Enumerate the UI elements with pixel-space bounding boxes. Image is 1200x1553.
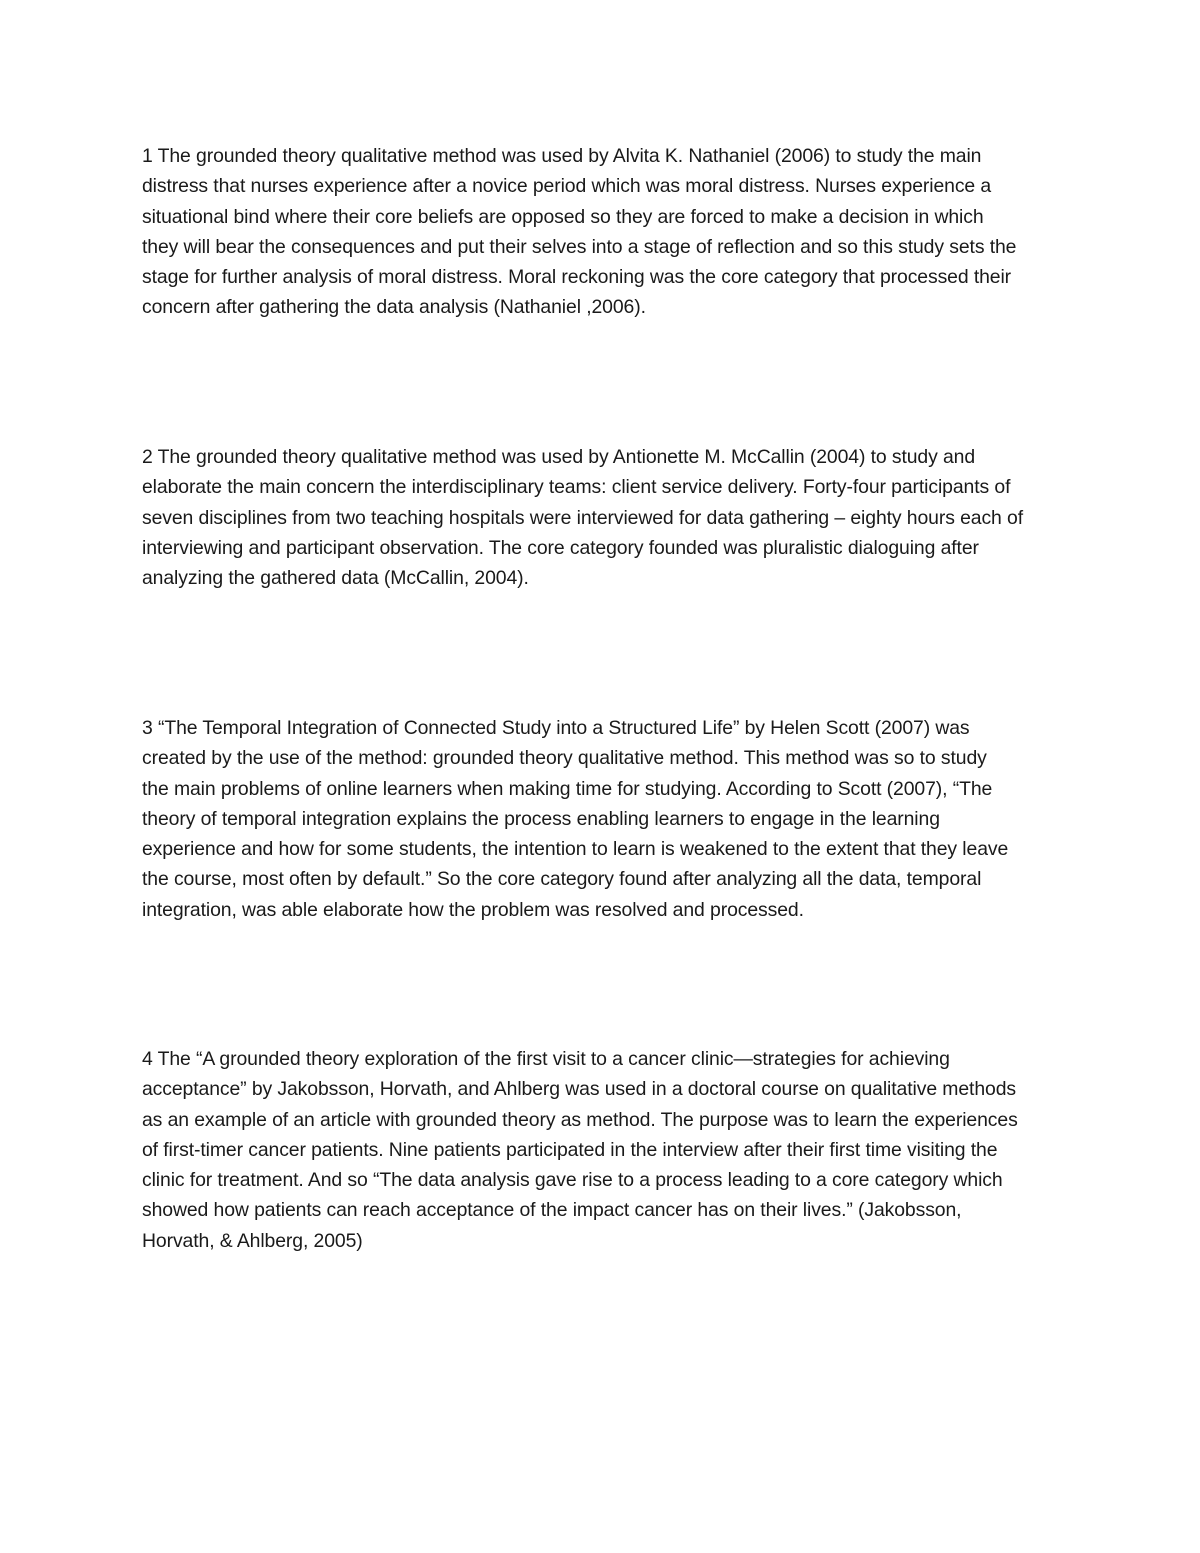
paragraph-line: 2 The grounded theory qualitative method was used by Antionette M. McCallin (2004) to study and <box>142 446 976 468</box>
paragraph-line: elaborate the main concern the interdisciplinary teams: client service delivery. Forty-four participants of <box>142 476 1011 499</box>
paragraph-line: the main problems of online learners when making time for studying. According to Scott (2007), “The <box>142 777 993 800</box>
paragraph-line: theory of temporal integration explains the process enabling learners to engage in the learning <box>142 807 940 830</box>
paragraph-line: 1 The grounded theory qualitative method was used by Alvita K. Nathaniel (2006) to study the main <box>142 145 982 167</box>
paragraph-line: showed how patients can reach acceptance of the impact cancer has on their lives.” (Jakobsson, <box>142 1199 962 1222</box>
paragraph-line: stage for further analysis of moral distress. Moral reckoning was the core category that processed their <box>142 266 1012 289</box>
paragraph-line: interviewing and participant observation. The core category founded was pluralistic dialoguing after <box>142 536 979 559</box>
paragraph-line: integration, was able elaborate how the problem was resolved and processed. <box>142 898 804 921</box>
paragraph-line: they will bear the consequences and put their selves into a stage of reflection and so this study sets the <box>142 235 1017 258</box>
paragraph-line: concern after gathering the data analysis (Nathaniel ,2006). <box>142 296 646 319</box>
paragraph-line: situational bind where their core beliefs are opposed so they are forced to make a decision in which <box>142 205 984 228</box>
paragraph-line: of first-timer cancer patients. Nine patients participated in the interview after their first time visiting the <box>142 1138 998 1161</box>
paragraph-line: Horvath, & Ahlberg, 2005) <box>142 1229 363 1252</box>
paragraph-line: created by the use of the method: grounded theory qualitative method. This method was so to study <box>142 747 987 770</box>
paragraph-line: the course, most often by default.” So the core category found after analyzing all the data, temporal <box>142 868 982 891</box>
paragraph-line: as an example of an article with grounded theory as method. The purpose was to learn the experiences <box>142 1108 1018 1131</box>
paragraph-line: analyzing the gathered data (McCallin, 2004). <box>142 567 529 590</box>
paragraph-line: acceptance” by Jakobsson, Horvath, and Ahlberg was used in a doctoral course on qualitative methods <box>142 1078 1016 1101</box>
paragraph-1 <box>142 141 1072 323</box>
paragraph-3 <box>142 713 1072 925</box>
paragraph-line: clinic for treatment. And so “The data analysis gave rise to a process leading to a core category which <box>142 1169 1003 1192</box>
paragraph-line: seven disciplines from two teaching hospitals were interviewed for data gathering – eighty hours each of <box>142 506 1023 529</box>
paragraph-2 <box>142 442 1072 593</box>
paragraph-line: 3 “The Temporal Integration of Connected Study into a Structured Life” by Helen Scott (2007) was <box>142 717 970 739</box>
paragraph-line: 4 The “A grounded theory exploration of the first visit to a cancer clinic—strategies for achieving <box>142 1048 950 1070</box>
paragraph-line: distress that nurses experience after a novice period which was moral distress. Nurses experience a <box>142 175 992 198</box>
paragraph-line: experience and how for some students, the intention to learn is weakened to the extent that they leave <box>142 838 1009 861</box>
paragraph-4 <box>142 1044 1072 1256</box>
